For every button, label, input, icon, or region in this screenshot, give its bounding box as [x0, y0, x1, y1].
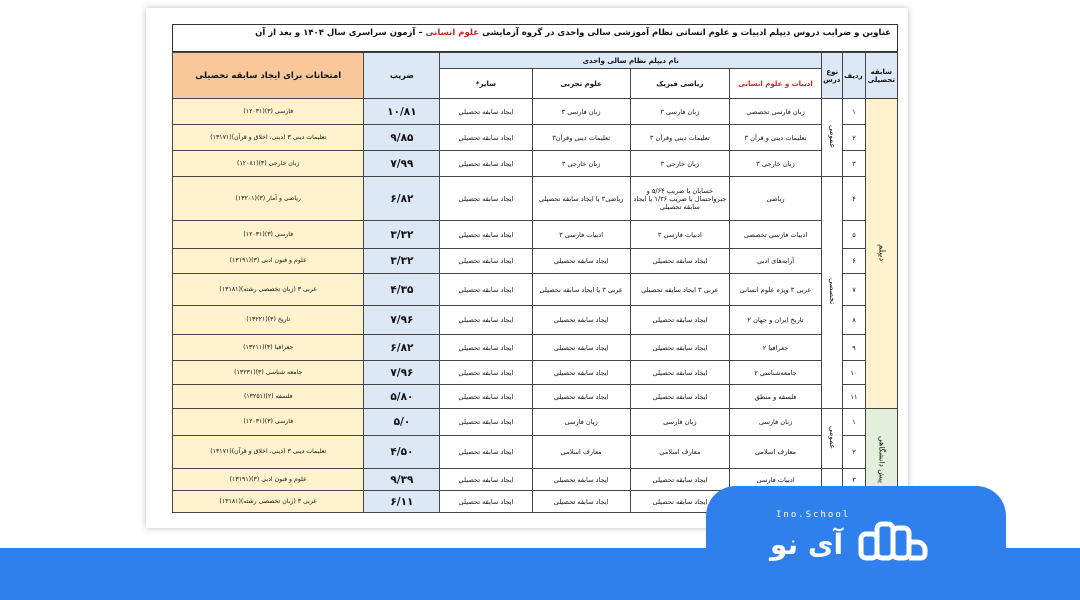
table-row	[173, 385, 898, 409]
header-col-science: علوم تجربی	[532, 69, 630, 99]
cell-science: ایجاد سابقه تحصیلی	[532, 249, 630, 274]
cell-math: زبان خارجی ۳	[630, 151, 729, 177]
cell-other: ایجاد سابقه تحصیلی	[440, 469, 532, 491]
cell-other: ایجاد سابقه تحصیلی	[440, 361, 532, 385]
cell-exam: تعلیمات دینی ۳ (دینی، اخلاق و قرآن)(۱۳۱۷۱)	[173, 436, 364, 469]
cell-humanities: زبان فارسی تخصصی	[729, 99, 821, 125]
cell-exam: فلسفه (۲)(۱۳۲۵۱)	[173, 385, 364, 409]
cell-coefficient: ۵/۸۰	[364, 385, 440, 409]
row-number: ۹	[843, 335, 865, 361]
table-row	[173, 249, 898, 274]
brand-mark-icon	[858, 518, 932, 562]
row-number: ۶	[843, 249, 865, 274]
type-general-pre	[822, 409, 843, 469]
type-general-label: عمومی	[828, 125, 838, 148]
cell-math: معارف اسلامی	[630, 436, 729, 469]
page-title	[172, 24, 898, 52]
cell-coefficient: ۷/۹۶	[364, 306, 440, 335]
cell-humanities: جغرافیا ۲	[729, 335, 821, 361]
cell-exam: فارسی (۳)(۱۲۰۳۱)	[173, 409, 364, 436]
cell-other: ایجاد سابقه تحصیلی	[440, 306, 532, 335]
cell-math: ایجاد سابقه تحصیلی	[630, 249, 729, 274]
table-row	[173, 177, 898, 221]
cell-coefficient: ۳/۳۲	[364, 249, 440, 274]
cell-exam: فارسی (۳)(۱۲۰۳۱)	[173, 99, 364, 125]
cell-science: زبان خارجی ۳	[532, 151, 630, 177]
cell-science: ایجاد سابقه تحصیلی	[532, 469, 630, 491]
cell-humanities: فلسفه و منطق	[729, 385, 821, 409]
cell-exam: علوم و فنون ادبی (۳)(۱۳۱۹۱)	[173, 469, 364, 491]
cell-exam: جامعه شناسی (۳)(۱۳۲۳۱)	[173, 361, 364, 385]
header-exams: امتحانات برای ایجاد سابقه تحصیلی	[173, 53, 364, 99]
cell-other: ایجاد سابقه تحصیلی	[440, 125, 532, 151]
table-row	[173, 306, 898, 335]
cell-math: ایجاد سابقه تحصیلی	[630, 469, 729, 491]
cell-coefficient: ۷/۹۹	[364, 151, 440, 177]
cell-coefficient: ۵/۰	[364, 409, 440, 436]
cell-exam: تاریخ (۳)(۱۳۲۲۱)	[173, 306, 364, 335]
type-specialized-label: تخصصی	[828, 278, 838, 305]
cell-humanities: معارف اسلامی	[729, 436, 821, 469]
cell-humanities: آرایه‌های ادبی	[729, 249, 821, 274]
cell-humanities: تاریخ ایران و جهان ۲	[729, 306, 821, 335]
table-row	[173, 409, 898, 436]
cell-exam: عربی ۳ (زبان تخصصی رشته)(۱۳۱۸۱)	[173, 274, 364, 306]
cell-humanities: ادبیات فارسی	[729, 469, 821, 491]
title-group: علوم انسانی	[425, 28, 480, 38]
cell-math: ایجاد سابقه تحصیلی	[630, 335, 729, 361]
cell-humanities: عربی ۳ ویژه علوم انسانی	[729, 274, 821, 306]
type-general-pre-label: عمومی	[828, 426, 838, 449]
section-diploma	[865, 99, 897, 409]
cell-coefficient: ۴/۳۵	[364, 274, 440, 306]
type-specialized	[822, 177, 843, 409]
cell-coefficient: ۶/۸۲	[364, 335, 440, 361]
document-page	[146, 8, 908, 528]
row-number: ۱۰	[843, 361, 865, 385]
header-coefficient: ضریب	[364, 53, 440, 99]
table-row	[173, 151, 898, 177]
header-col-humanities: ادبیات و علوم انسانی	[729, 69, 821, 99]
cell-science: ادبیات فارسی ۳	[532, 221, 630, 249]
cell-other: ایجاد سابقه تحصیلی	[440, 385, 532, 409]
cell-other: ایجاد سابقه تحصیلی	[440, 274, 532, 306]
row-number: ۵	[843, 221, 865, 249]
cell-other: ایجاد سابقه تحصیلی	[440, 177, 532, 221]
cell-humanities: زبان خارجی ۳	[729, 151, 821, 177]
cell-exam: ریاضی و آمار (۳)(۱۳۲۰۱)	[173, 177, 364, 221]
cell-coefficient: ۹/۳۹	[364, 469, 440, 491]
cell-coefficient: ۶/۱۱	[364, 491, 440, 513]
cell-math: زبان فارسی ۳	[630, 99, 729, 125]
header-course-type: نوع درس	[822, 53, 843, 99]
row-number: ۳	[843, 469, 865, 491]
cell-math: ایجاد سابقه تحصیلی	[630, 306, 729, 335]
cell-humanities: تعلیمات دینی و قرآن ۳	[729, 125, 821, 151]
cell-math: زبان فارسی	[630, 409, 729, 436]
cell-coefficient: ۴/۵۰	[364, 436, 440, 469]
header-row-no: ردیف	[843, 53, 865, 99]
cell-math: ایجاد سابقه تحصیلی	[630, 385, 729, 409]
row-number: ۱۱	[843, 385, 865, 409]
brand-name-english: Ino.School	[776, 510, 851, 520]
cell-coefficient: ۹/۸۵	[364, 125, 440, 151]
cell-other: ایجاد سابقه تحصیلی	[440, 335, 532, 361]
cell-math: ایجاد سابقه تحصیلی	[630, 361, 729, 385]
row-number: ۲	[843, 125, 865, 151]
cell-coefficient: ۷/۹۶	[364, 361, 440, 385]
cell-humanities: ادبیات فارسی تخصصی	[729, 221, 821, 249]
table-row	[173, 221, 898, 249]
cell-humanities: زبان فارسی	[729, 409, 821, 436]
cell-science: عربی ۳ یا ایجاد سابقه تحصیلی	[532, 274, 630, 306]
brand-logo-card[interactable]	[706, 486, 1006, 600]
brand-name-persian: آی نو	[770, 528, 844, 561]
row-number: ۷	[843, 274, 865, 306]
row-number: ۸	[843, 306, 865, 335]
cell-coefficient: ۳/۳۲	[364, 221, 440, 249]
cell-other: ایجاد سابقه تحصیلی	[440, 409, 532, 436]
cell-other: ایجاد سابقه تحصیلی	[440, 436, 532, 469]
cell-science: ریاضی۳ یا ایجاد سابقه تحصیلی	[532, 177, 630, 221]
cell-exam: جغرافیا (۳)(۱۳۲۱۱)	[173, 335, 364, 361]
section-pre-university-label: پیش دانشگاهی	[877, 435, 887, 484]
row-number: ۱	[843, 99, 865, 125]
title-part-2: – آزمون سراسری سال ۱۴۰۴ و بعد از آن	[255, 28, 423, 38]
coefficient-table	[172, 52, 898, 513]
header-diploma-group: نام دیپلم نظام سالی واحدی	[440, 53, 822, 69]
cell-science: ایجاد سابقه تحصیلی	[532, 335, 630, 361]
header-col-other: سایر*	[440, 69, 532, 99]
cell-math: حسابان با ضریب ۵/۶۴ و جبرواحتمال با ضریب ۱/۳۶ یا ایجاد سابقه تحصیلی	[630, 177, 729, 221]
cell-exam: تعلیمات دینی ۳ (دینی، اخلاق و قرآن)(۱۳۱۷۱)	[173, 125, 364, 151]
table-row	[173, 436, 898, 469]
cell-exam: فارسی (۳)(۱۲۰۳۱)	[173, 221, 364, 249]
cell-science: ایجاد سابقه تحصیلی	[532, 306, 630, 335]
cell-exam: زبان خارجی (۳)(۱۲۰۸۱)	[173, 151, 364, 177]
table-row	[173, 125, 898, 151]
cell-math: ایجاد سابقه تحصیلی	[630, 491, 729, 513]
cell-exam: علوم و فنون ادبی (۳)(۱۳۱۹۱)	[173, 249, 364, 274]
cell-math: ادبیات فارسی ۳	[630, 221, 729, 249]
cell-science: معارف اسلامی	[532, 436, 630, 469]
cell-science: زبان فارسی ۳	[532, 99, 630, 125]
cell-other: ایجاد سابقه تحصیلی	[440, 249, 532, 274]
cell-science: ایجاد سابقه تحصیلی	[532, 361, 630, 385]
table-row	[173, 361, 898, 385]
table-row	[173, 274, 898, 306]
cell-other: ایجاد سابقه تحصیلی	[440, 221, 532, 249]
cell-coefficient: ۱۰/۸۱	[364, 99, 440, 125]
cell-exam: عربی ۳ (زبان تخصصی رشته)(۱۳۱۸۱)	[173, 491, 364, 513]
cell-math: عربی ۳ ایجاد سابقه تحصیلی	[630, 274, 729, 306]
cell-coefficient: ۶/۸۲	[364, 177, 440, 221]
table-row	[173, 335, 898, 361]
cell-science: تعلیمات دینی وقرآن۳	[532, 125, 630, 151]
type-general	[822, 99, 843, 177]
title-part-1: عناوین و ضرایب دروس دیپلم ادبیات و علوم انسانی نظام آموزشی سالی واحدی در گروه آزمایشی	[482, 28, 891, 38]
cell-other: ایجاد سابقه تحصیلی	[440, 151, 532, 177]
cell-other: ایجاد سابقه تحصیلی	[440, 491, 532, 513]
table-row	[173, 99, 898, 125]
cell-science: ایجاد سابقه تحصیلی	[532, 385, 630, 409]
cell-math: تعلیمات دینی وقرآن ۳	[630, 125, 729, 151]
header-history: سابقه تحصیلی	[865, 53, 897, 99]
row-number: ۲	[843, 436, 865, 469]
row-number: ۳	[843, 151, 865, 177]
cell-humanities: ریاضی	[729, 177, 821, 221]
cell-science: زبان فارسی	[532, 409, 630, 436]
header-col-math: ریاضی فیزیک	[630, 69, 729, 99]
row-number: ۴	[843, 177, 865, 221]
section-diploma-label: دیپلم	[876, 243, 887, 262]
cell-humanities: جامعه‌شناسی ۲	[729, 361, 821, 385]
cell-science: ایجاد سابقه تحصیلی	[532, 491, 630, 513]
row-number: ۱	[843, 409, 865, 436]
cell-other: ایجاد سابقه تحصیلی	[440, 99, 532, 125]
